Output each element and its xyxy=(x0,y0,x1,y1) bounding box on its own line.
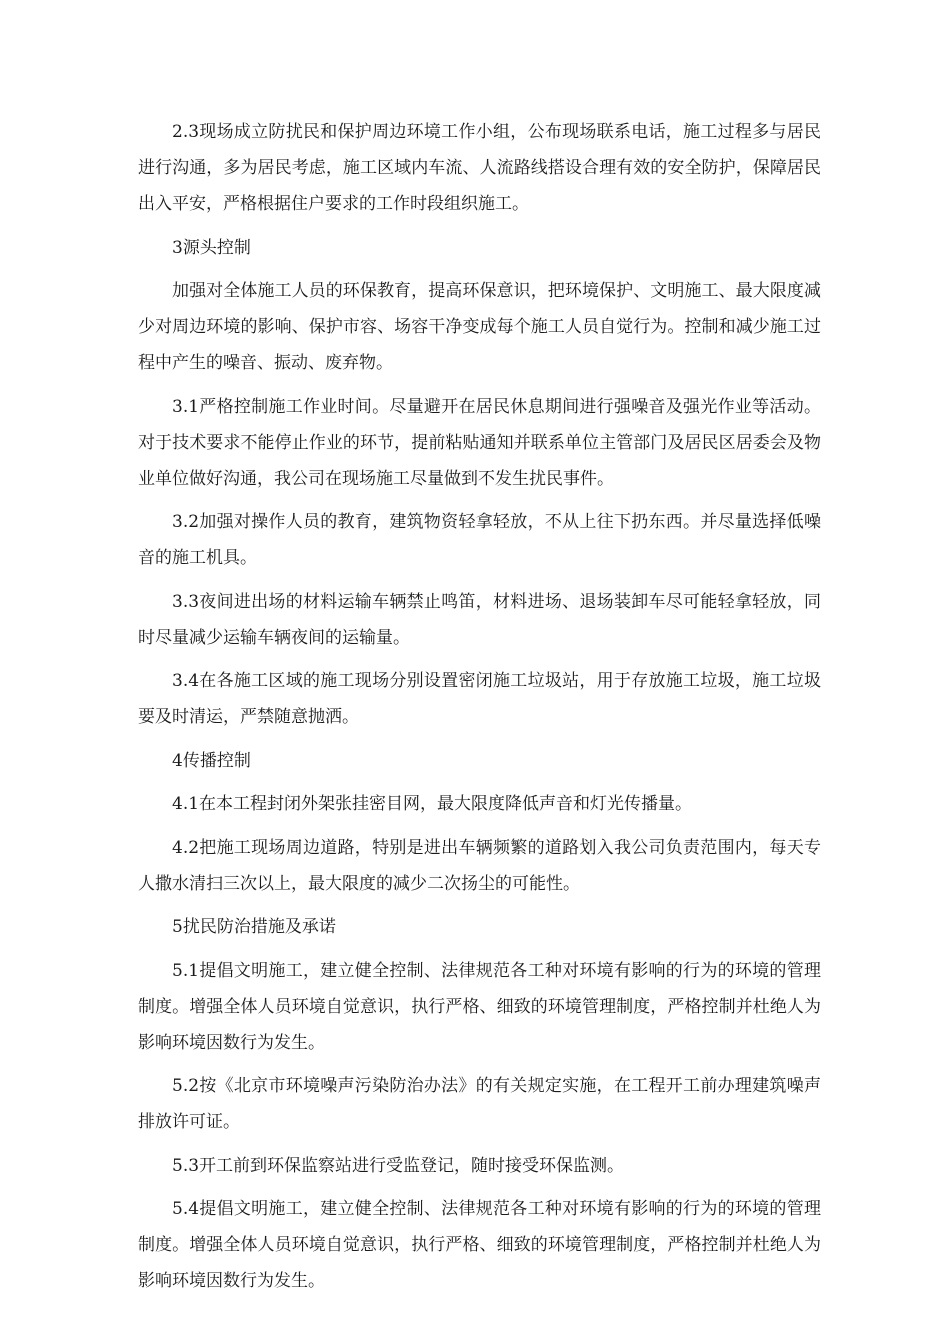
paragraph-3-2: 3.2加强对操作人员的教育，建筑物资轻拿轻放，不从上往下扔东西。并尽量选择低噪音的施工机具。 xyxy=(138,512,821,568)
paragraph-5-2: 5.2按《北京市环境噪声污染防治办法》的有关规定实施，在工程开工前办理建筑噪声排放许可证。 xyxy=(138,1076,821,1132)
paragraph-5-1: 5.1提倡文明施工，建立健全控制、法律规范各工种对环境有影响的行为的环境的管理制度。增强全体人员环境自觉意识，执行严格、细致的环境管理制度，严格控制并杜绝人为影响环境因数行为发生。 xyxy=(138,960,821,1053)
paragraph-3-1: 3.1严格控制施工作业时间。尽量避开在居民休息期间进行强噪音及强光作业等活动。对于技术要求不能停止作业的环节，提前粘贴通知并联系单位主管部门及居民区居委会及物业单位做好沟通，我公司在现场施工尽量做到不发生扰民事件。 xyxy=(138,396,821,489)
heading-disturbance-prevention: 5扰民防治措施及承诺 xyxy=(172,917,336,937)
paragraph-3-4: 3.4在各施工区域的施工现场分别设置密闭施工垃圾站，用于存放施工垃圾，施工垃圾要及时清运，严禁随意抛洒。 xyxy=(138,671,821,727)
paragraph-5-3: 5.3开工前到环保监察站进行受监登记，随时接受环保监测。 xyxy=(172,1155,625,1176)
paragraph-2-3: 2.3现场成立防扰民和保护周边环境工作小组，公布现场联系电话，施工过程多与居民进行沟通，多为居民考虑，施工区域内车流、人流路线搭设合理有效的安全防护，保障居民出入平安，严格根据住户要求的工作时段组织施工。 xyxy=(138,122,821,214)
paragraph-3-3: 3.3夜间进出场的材料运输车辆禁止鸣笛，材料进场、退场装卸车尽可能轻拿轻放，同时尽量减少运输车辆夜间的运输量。 xyxy=(138,591,821,648)
heading-source-control: 3源头控制 xyxy=(172,237,251,258)
paragraph-4-2: 4.2把施工现场周边道路，特别是进出车辆频繁的道路划入我公司负责范围内，每天专人撒水清扫三次以上，最大限度的减少二次扬尘的可能性。 xyxy=(138,837,821,894)
paragraph-4-1: 4.1在本工程封闭外架张挂密目网，最大限度降低声音和灯光传播量。 xyxy=(172,794,693,814)
document-page xyxy=(138,114,821,1307)
paragraph-source-control-intro: 加强对全体施工人员的环保教育，提高环保意识，把环境保护、文明施工、最大限度减少对周边环境的影响、保护市容、场容干净变成每个施工人员自觉行为。控制和减少施工过程中产生的噪音、振动、废弃物。 xyxy=(138,281,821,373)
heading-propagation-control: 4传播控制 xyxy=(172,750,251,771)
paragraph-5-4: 5.4提倡文明施工，建立健全控制、法律规范各工种对环境有影响的行为的环境的管理制度。增强全体人员环境自觉意识，执行严格、细致的环境管理制度，严格控制并杜绝人为影响环境因数行为发生。 xyxy=(138,1199,821,1291)
